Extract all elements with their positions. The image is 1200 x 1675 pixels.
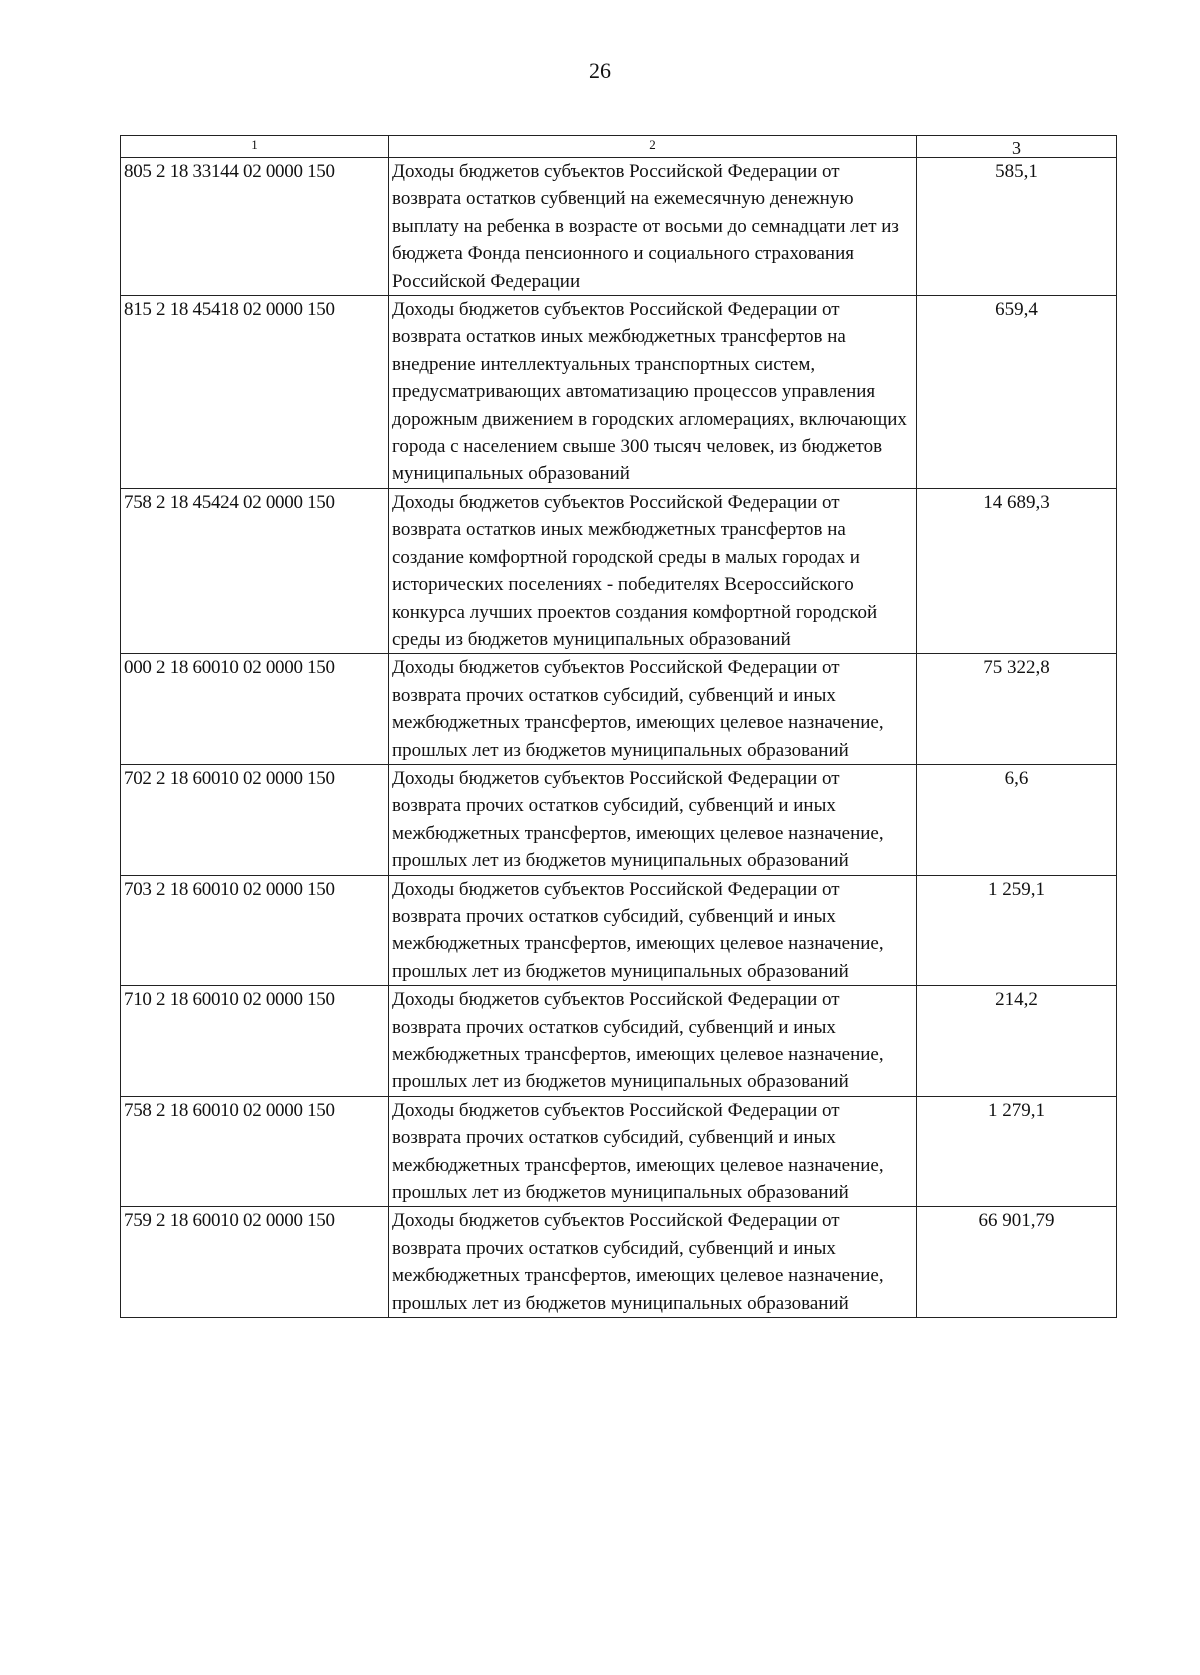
amount: 214,2 bbox=[917, 986, 1117, 1097]
amount: 6,6 bbox=[917, 764, 1117, 875]
table-row bbox=[121, 488, 1117, 653]
budget-code: 759 2 18 60010 02 0000 150 bbox=[121, 1207, 389, 1318]
revenue-description: Доходы бюджетов субъектов Российской Федерации от возврата остатков субвенций на ежемесячную денежную выплату на ребенка в возрасте от восьми до семнадцати лет из бюджета Фонда пенсионного и социального страхования Российской Федерации bbox=[389, 158, 917, 296]
budget-code: 758 2 18 60010 02 0000 150 bbox=[121, 1096, 389, 1207]
amount: 75 322,8 bbox=[917, 654, 1117, 765]
revenue-description: Доходы бюджетов субъектов Российской Федерации от возврата прочих остатков субсидий, субвенций и иных межбюджетных трансфертов, имеющих целевое назначение, прошлых лет из бюджетов муниципальных образований bbox=[389, 1207, 917, 1318]
table-row bbox=[121, 1096, 1117, 1207]
table-header-row bbox=[121, 136, 1117, 158]
header-col-3: 3 bbox=[917, 136, 1117, 158]
table-row bbox=[121, 158, 1117, 296]
amount: 1 259,1 bbox=[917, 875, 1117, 986]
revenue-description: Доходы бюджетов субъектов Российской Федерации от возврата прочих остатков субсидий, субвенций и иных межбюджетных трансфертов, имеющих целевое назначение, прошлых лет из бюджетов муниципальных образований bbox=[389, 654, 917, 765]
budget-code: 710 2 18 60010 02 0000 150 bbox=[121, 986, 389, 1097]
revenue-description: Доходы бюджетов субъектов Российской Федерации от возврата остатков иных межбюджетных трансфертов на внедрение интеллектуальных транспортных систем, предусматривающих автоматизацию процессов управления дорожным движением в городских агломерациях, включающих города с населением свыше 300 тысяч человек, из бюджетов муниципальных образований bbox=[389, 296, 917, 489]
budget-code: 815 2 18 45418 02 0000 150 bbox=[121, 296, 389, 489]
amount: 585,1 bbox=[917, 158, 1117, 296]
budget-code: 703 2 18 60010 02 0000 150 bbox=[121, 875, 389, 986]
budget-code: 000 2 18 60010 02 0000 150 bbox=[121, 654, 389, 765]
header-col-2: 2 bbox=[389, 136, 917, 158]
revenue-description: Доходы бюджетов субъектов Российской Федерации от возврата остатков иных межбюджетных трансфертов на создание комфортной городской среды в малых городах и исторических поселениях - победителях Всероссийского конкурса лучших проектов создания комфортной городской среды из бюджетов муниципальных образований bbox=[389, 488, 917, 653]
revenue-description: Доходы бюджетов субъектов Российской Федерации от возврата прочих остатков субсидий, субвенций и иных межбюджетных трансфертов, имеющих целевое назначение, прошлых лет из бюджетов муниципальных образований bbox=[389, 986, 917, 1097]
amount: 66 901,79 bbox=[917, 1207, 1117, 1318]
revenue-description: Доходы бюджетов субъектов Российской Федерации от возврата прочих остатков субсидий, субвенций и иных межбюджетных трансфертов, имеющих целевое назначение, прошлых лет из бюджетов муниципальных образований bbox=[389, 1096, 917, 1207]
table-row bbox=[121, 296, 1117, 489]
revenue-description: Доходы бюджетов субъектов Российской Федерации от возврата прочих остатков субсидий, субвенций и иных межбюджетных трансфертов, имеющих целевое назначение, прошлых лет из бюджетов муниципальных образований bbox=[389, 875, 917, 986]
budget-code: 702 2 18 60010 02 0000 150 bbox=[121, 764, 389, 875]
revenue-description: Доходы бюджетов субъектов Российской Федерации от возврата прочих остатков субсидий, субвенций и иных межбюджетных трансфертов, имеющих целевое назначение, прошлых лет из бюджетов муниципальных образований bbox=[389, 764, 917, 875]
page-number: 26 bbox=[589, 58, 611, 83]
budget-code: 758 2 18 45424 02 0000 150 bbox=[121, 488, 389, 653]
table-row bbox=[121, 1207, 1117, 1318]
table-row bbox=[121, 986, 1117, 1097]
revenue-table bbox=[120, 135, 1117, 1318]
header-col-1: 1 bbox=[121, 136, 389, 158]
amount: 14 689,3 bbox=[917, 488, 1117, 653]
amount: 659,4 bbox=[917, 296, 1117, 489]
amount: 1 279,1 bbox=[917, 1096, 1117, 1207]
table-row bbox=[121, 654, 1117, 765]
table-row bbox=[121, 764, 1117, 875]
budget-code: 805 2 18 33144 02 0000 150 bbox=[121, 158, 389, 296]
table-row bbox=[121, 875, 1117, 986]
